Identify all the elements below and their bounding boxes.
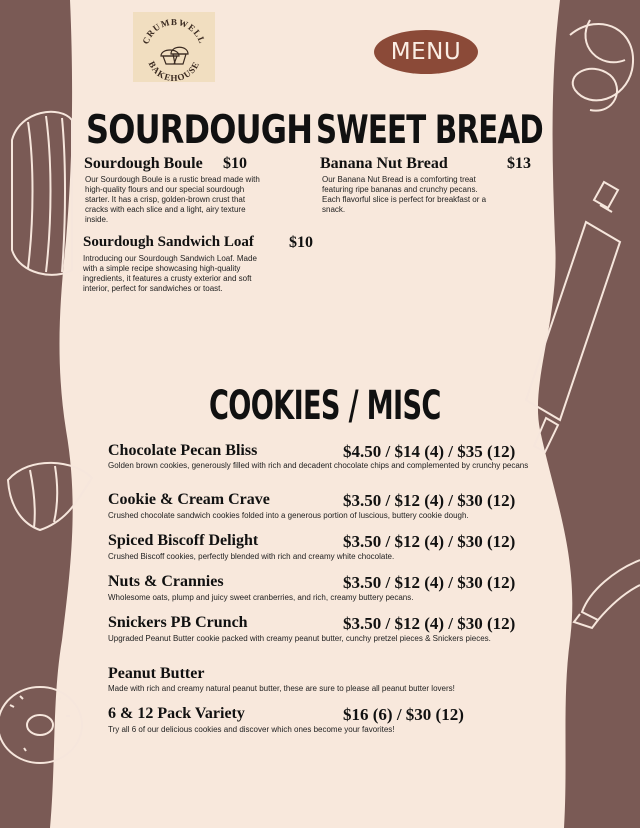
bakehouse-logo — [133, 12, 215, 82]
cookie-item-desc: Upgraded Peanut Butter cookie packed with creamy peanut butter, cunchy pretzel pieces & Snickers pieces. — [108, 634, 491, 643]
cookie-item-desc: Crushed chocolate sandwich cookies folded into a generous portion of luscious, buttery cookie dough. — [108, 511, 469, 520]
logo-text-bottom: BAKEHOUSE — [146, 59, 202, 82]
cookie-item-price: $3.50 / $12 (4) / $30 (12) — [343, 532, 516, 551]
cookie-item-desc: Golden brown cookies, generously filled with rich and decadent chocolate chips and complemented by crunchy pecans — [108, 461, 529, 470]
svg-text:CRUMBWELL — [140, 17, 207, 46]
sweet-bread-heading: SWEET BREAD — [316, 108, 543, 153]
cookie-item-name: Spiced Biscoff Delight — [108, 532, 259, 549]
cookie-item-desc: Wholesome oats, plump and juicy sweet cranberries, and rich, creamy buttery pecans. — [108, 593, 414, 602]
logo-text-top: CRUMBWELL — [140, 16, 208, 46]
menu-badge: MENU — [374, 30, 478, 74]
banana-nut-bread-price: $13 — [507, 155, 531, 172]
cookie-item-name: Cookie & Cream Crave — [108, 491, 270, 508]
sourdough-boule-desc: Our Sourdough Boule is a rustic bread made with high-quality flours and our special sourdough starter. It has a crisp, golden-brown crust that cracks with each slice and a light, airy texture inside. — [85, 175, 260, 224]
cookie-item-name: Chocolate Pecan Bliss — [108, 442, 258, 459]
logo-mark-icon — [133, 12, 215, 82]
banana-nut-bread-desc: Our Banana Nut Bread is a comforting treat featuring ripe bananas and crunchy pecans. Each flavorful slice is perfect for breakfast or a snack. — [322, 175, 487, 214]
cookie-item-price: $16 (6) / $30 (12) — [343, 705, 464, 724]
sourdough-boule-name: Sourdough Boule — [84, 155, 203, 172]
cookie-item-price: $3.50 / $12 (4) / $30 (12) — [343, 573, 516, 592]
sourdough-sandwich-loaf-desc: Introducing our Sourdough Sandwich Loaf. Made with a simple recipe showcasing high-quality ingredients, it features a crusty exterior and soft interior, perfect for sandwiches or toast. — [83, 254, 257, 293]
cookie-item-name: 6 & 12 Pack Variety — [108, 705, 245, 722]
cookie-item-price: $3.50 / $12 (4) / $30 (12) — [343, 491, 516, 510]
banana-nut-bread-name: Banana Nut Bread — [320, 155, 448, 172]
sourdough-heading: SOURDOUGH — [86, 108, 313, 153]
sourdough-sandwich-loaf-name: Sourdough Sandwich Loaf — [83, 234, 254, 250]
cookie-item-name: Peanut Butter — [108, 665, 205, 682]
cookie-item-price: $4.50 / $14 (4) / $35 (12) — [343, 442, 516, 461]
cookie-item-desc: Made with rich and creamy natural peanut butter, these are sure to please all peanut butter lovers! — [108, 684, 455, 693]
cookie-item-name: Snickers PB Crunch — [108, 614, 248, 631]
sourdough-sandwich-loaf-price: $10 — [289, 234, 313, 251]
cookie-item-desc: Try all 6 of our delicious cookies and discover which ones become your favorites! — [108, 725, 395, 734]
cookie-item-name: Nuts & Crannies — [108, 573, 224, 590]
cookie-item-desc: Crushed Biscoff cookies, perfectly blended with rich and creamy white chocolate. — [108, 552, 395, 561]
cookie-item-price: $3.50 / $12 (4) / $30 (12) — [343, 614, 516, 633]
sourdough-boule-price: $10 — [223, 155, 247, 172]
muffin-icon — [161, 47, 188, 64]
cookies-heading: COOKIES / MISC — [209, 383, 441, 429]
